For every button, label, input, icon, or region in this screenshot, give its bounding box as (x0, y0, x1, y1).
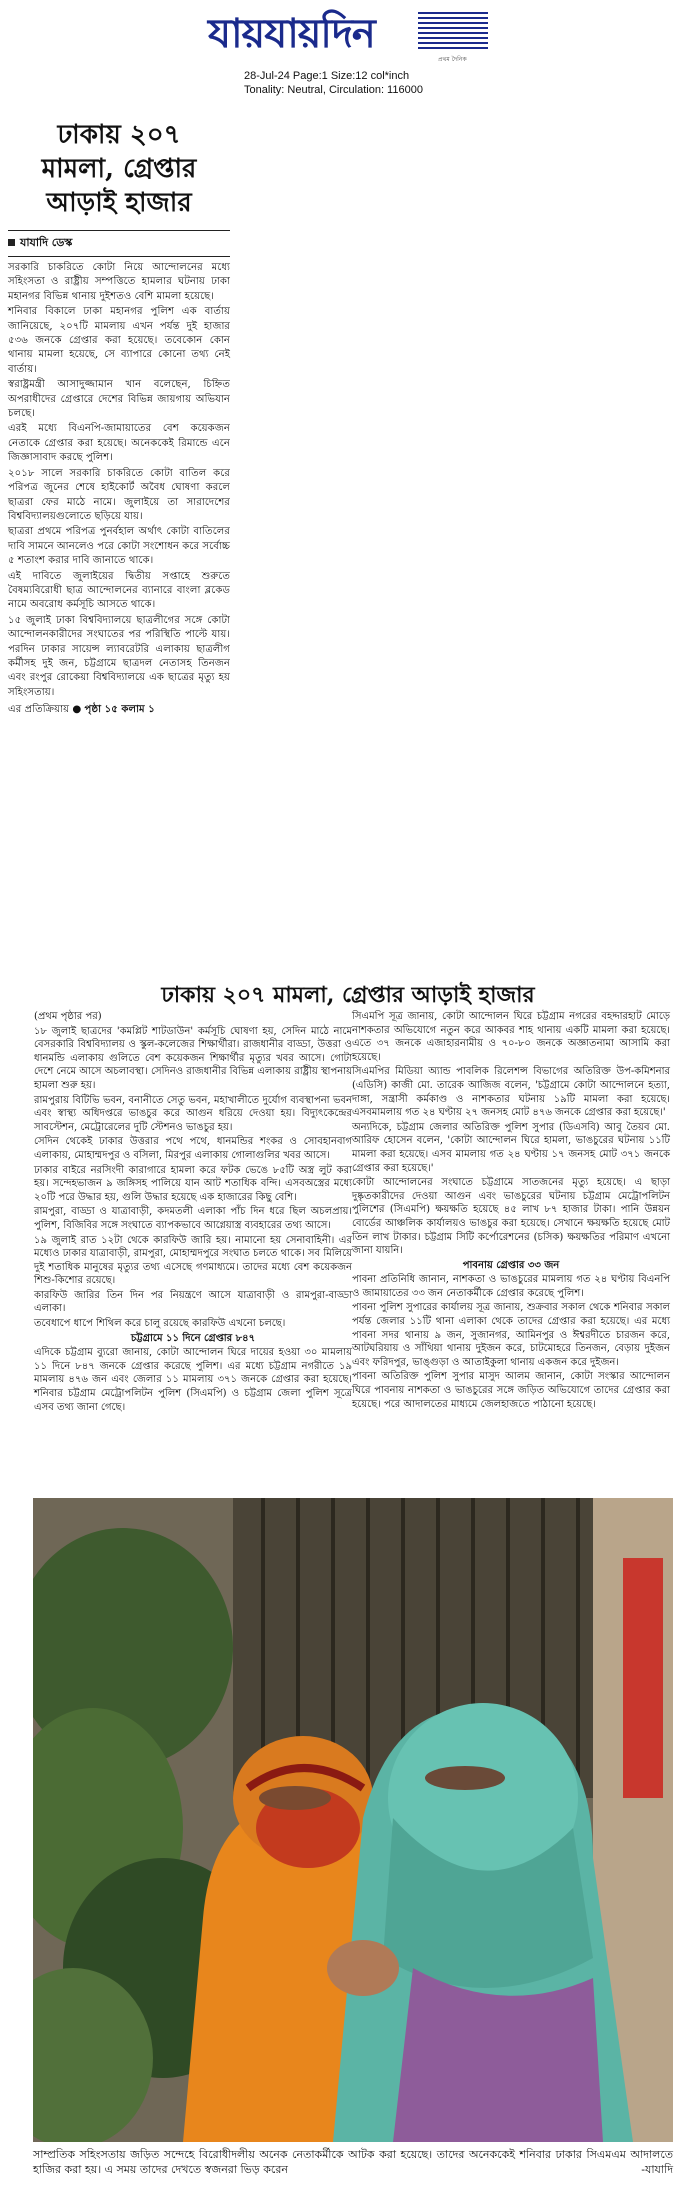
paragraph: ১৮ জুলাই ছাত্রদের 'কমপ্লিট শাটডাউন' কর্মসূচি ঘোষণা হয়, সেদিন মাঠে নামে বেসরকারি বিশ্ববিদ্যালয় ও স্কুল-কলেজের শিক্ষার্থীরা। রাজধানীর বাড্ডা, উত্তরা ও ধানমন্ডি এলাকায় গুলিতে বেশ কয়েকজন শিক্ষার্থীর মৃত্যুর খবর আসে। গোটা দেশে নেমে আসে অচলাবস্থা। সেদিনও রাজধানীর বিভিন্ন এলাকায় রাষ্ট্রীয় স্থাপনায় হামলা শুরু হয়। (34, 1025, 352, 1091)
article-body (8, 261, 230, 700)
paragraph: পাবনা অতিরিক্ত পুলিশ সুপার মাসুদ আলম জানান, কোটা সংস্কার আন্দোলন ঘিরে পাবনায় নাশকতা ও ভাঙচুরের সঙ্গে জড়িত অভিযোগে তাদের গ্রেপ্তার করা হয়েছে। পরে আদালতের মাধ্যমে জেলহাজতে পাঠানো হয়েছে। (352, 1371, 670, 1410)
headline-line: মামলা, গ্রেপ্তার (41, 154, 197, 184)
paragraph: অন্যদিকে, চট্টগ্রাম জেলার অতিরিক্ত পুলিশ সুপার (ডিএসবি) আবু তৈয়ব মো. আরিফ হোসেন বলেন, 'কোটা আন্দোলন ঘিরে হামলা, ভাঙচুরের ঘটনায় ১১টি মামলা করা হয়েছে। এসব মামলায় গত ২৪ ঘণ্টায় ১৭ জনসহ মোট ৩৭১ জনকে গ্রেপ্তার করা হয়েছে।' (352, 1121, 670, 1174)
subheading: পাবনায় গ্রেপ্তার ৩৩ জন (462, 1259, 560, 1271)
paragraph: স্বরাষ্ট্রমন্ত্রী আসাদুজ্জামান খান বলেছেন, চিহ্নিত অপরাধীদের গ্রেপ্তারে দেশের বিভিন্ন জায়গায় অভিযান চলছে। (8, 379, 230, 420)
paragraph: ছাত্ররা প্রথমে পরিপত্র পুনর্বহাল অর্থাৎ কোটা বাতিলের দাবি সামনে আনলেও পরে কোটা সংশোধন করে সর্বোচ্চ ৫ শতাংশ করার দাবি জানাতে থাকে। (8, 526, 230, 567)
continuation-right-column (352, 1010, 670, 1412)
logo-text: যায়যায়দিন (208, 11, 375, 57)
continuation-lead: এর প্রতিক্রিয়ায় (8, 704, 70, 716)
caption-text: সাম্প্রতিক সহিংসতায় জড়িত সন্দেহে বিরোধীদলীয় অনেক নেতাকর্মীকে আটক করা হয়েছে। তাদের অনেককেই শনিবার ঢাকার সিএমএম আদালতে হাজির করা হয়। এ সময় তাদের দেখতে স্বজনরা ভিড় করেন (33, 2148, 673, 2176)
photo-caption (33, 2147, 673, 2177)
continuation-line (8, 702, 230, 719)
paragraph: কোটা আন্দোলনের সংঘাতে চট্টগ্রামে সাতজনের মৃত্যু হয়েছে। এ ছাড়া দুষ্কৃতকারীদের দেওয়া আগুন এবং ভাঙচুরের ঘটনায় চট্টগ্রাম মেট্রোপলিটন পুলিশের (সিএমপি) ক্ষয়ক্ষতি হয়েছে ৪৫ লাখ ৮৭ হাজার টাকা। পানি উন্নয়ন বোর্ডের আঞ্চলিক কার্যালয়ও ভাঙচুর করা হয়েছে। সেখানে ক্ষয়ক্ষতি হয়েছে মোট তিন লাখ টাকার। চট্টগ্রাম সিটি কর্পোরেশনের (চসিক) ক্ষয়ক্ষতির পরিমাণ এখনো জানা যায়নি। (352, 1177, 670, 1257)
photo-illustration (33, 1498, 673, 2142)
paragraph: এরই মধ্যে বিএনপি-জামায়াতের বেশ কয়েকজন নেতাকে গ্রেপ্তার করা হয়েছে। অনেককেই রিমান্ডে এনে জিজ্ঞাসাবাদ করছে পুলিশ। (8, 423, 230, 464)
paragraph: রামপুরা, বাড্ডা ও যাত্রাবাড়ী, কদমতলী এলাকা পাঁচ দিন ধরে ছিল অচলপ্রায়। পুলিশ, বিজিবির সঙ্গে সংঘাতে ব্যাপকভাবে আগ্নেয়াস্ত্র ব্যবহারের তথ্য আসে। (34, 1206, 352, 1231)
paragraph: পাবনা পুলিশ সুপারের কার্যালয় সূত্র জানায়, শুক্রবার সকাল থেকে শনিবার সকাল পর্যন্ত জেলার ১১টি থানা এলাকা থেকে তাদের গ্রেপ্তার করা হয়েছে। এর মধ্যে পাবনা সদর থানায় ৯ জন, সুজানগর, আমিনপুর ও ঈশ্বরদীতে চারজন করে, আটঘরিয়ায় ও সাঁথিয়া থানায় দুইজন করে, চাটমোহরে তিনজন, বেড়ায় দুইজন এবং ফরিদপুর, ভাঙ্গুড়া ও আতাইকুলা থানায় একজন করে দুইজন। (352, 1302, 670, 1368)
headline-line: আড়াই হাজার (46, 188, 192, 218)
paragraph: রামপুরায় বিটিভি ভবন, বনানীতে সেতু ভবন, মহাখালীতে দুর্যোগ ব্যবস্থাপনা ভবন এবং স্বাস্থ্য অধিদপ্তরে ভাঙচুর করে আগুন ধরিয়ে দেওয়া হয়। বিদ্যুৎকেন্দ্রের সাবস্টেশন, মেট্রোরেলের দুটি স্টেশনও ভাঙচুর হয়। (34, 1094, 352, 1133)
paragraph: এই দাবিতে জুলাইয়ের দ্বিতীয় সপ্তাহে শুরুতে বৈষম্যবিরোধী ছাত্র আন্দোলনের ব্যানারে বাংলা ব্লকেড নামে অবরোধ কর্মসূচি আসতে থাকে। (8, 570, 230, 611)
jump-reference: পৃষ্ঠা ১৫ কলাম ১ (84, 703, 155, 716)
clip-meta-line1: 28-Jul-24 Page:1 Size:12 col*inch (244, 70, 410, 82)
paragraph: তবেধাপে ধাপে শিথিল করে চালু রয়েছে কারফিউ এখনো চলছে। (34, 1318, 286, 1330)
clip-meta-line2: Tonality: Neutral, Circulation: 116000 (244, 84, 423, 96)
paragraph: পাবনা প্রতিনিধি জানান, নাশকতা ও ভাঙচুরের মামলায় গত ২৪ ঘণ্টায় বিএনপি ও জামায়াতের ৩৩ জন নেতাকর্মীকে গ্রেপ্তার করেছে পুলিশ। (352, 1274, 670, 1299)
headline-line: ঢাকায় ২০৭ (57, 120, 181, 150)
paragraph: (প্রথম পৃষ্ঠার পর) (34, 1011, 102, 1022)
paragraph: কারফিউ জারির তিন দিন পর নিয়ন্ত্রণে আসে যাত্রাবাড়ী ও রামপুরা-বাড্ডা এলাকা। (34, 1289, 352, 1315)
paragraph: এদিকে চট্টগ্রাম ব্যুরো জানায়, কোটা আন্দোলন ঘিরে দায়ের হওয়া ৩০ মামলায় ১১ দিনে ৮৪৭ জনকে গ্রেপ্তার করেছে পুলিশ। এর মধ্যে চট্টগ্রাম নগরীতে ১৯ মামলায় ৪৭৬ জন এবং জেলার ১১ মামলায় ৩৭১ জনকে গ্রেপ্তার করা হয়েছে। শনিবার চট্টগ্রাম মেট্রোপলিটন পুলিশ (সিএমপি) ও চট্টগ্রাম জেলা পুলিশ সূত্রে এসব তথ্য জানা গেছে। (34, 1347, 352, 1413)
article-headline (8, 118, 230, 220)
bullet-dot-icon: ● (72, 704, 85, 716)
byline (8, 230, 230, 257)
news-photo (33, 1498, 673, 2142)
logo-tagline: প্রথম দৈনিক (438, 56, 467, 63)
paragraph: সরকারি চাকরিতে কোটা নিয়ে আন্দোলনের মধ্যে সহিংসতা ও রাষ্ট্রীয় সম্পত্তিতে হামলার ঘটনায় ঢাকা মহানগর বিভিন্ন থানায় দুইশতও বেশি মামলা হয়েছে। (8, 262, 230, 302)
front-page-article (8, 112, 230, 719)
continuation-left-column (34, 1010, 352, 1415)
masthead (0, 0, 696, 110)
paragraph: সেদিন থেকেই ঢাকার উত্তরার পথে পথে, ধানমন্ডির শংকর ও সোবহানবাগ এলাকায়, মোহাম্মদপুর ও বসিলা, মিরপুর এলাকায় গোলাগুলির খবর আসে। (34, 1136, 352, 1161)
paragraph: ঢাকার বাইরে নরসিংদী কারাগারে হামলা করে ফটক ভেঙে ৮৫টি অস্ত্র লুট করা হয়। সন্দেহভাজন ৯ জঙ্গিসহ পালিয়ে যান আট শতাধিক বন্দি। এসবঅস্ত্রের মধ্যে ২০টি পরে উদ্ধার হয়, গুলি উদ্ধার হয়েছে এক হাজারের কিছু বেশি। (34, 1164, 352, 1203)
paragraph: ১৫ জুলাই ঢাকা বিশ্ববিদ্যালয়ে ছাত্রলীগের সঙ্গে কোটা আন্দোলনকারীদের সংঘাতের পর পরিস্থিতি পাল্টে যায়। পরদিন ঢাকার সায়েন্স ল্যাবরেটরি এলাকায় ছাত্রলীগ কর্মীসহ দুই জন, চট্টগ্রামে ছাত্রদল নেতাসহ তিনজন এবং রংপুর রোকেয়া বিশ্ববিদ্যালয়ে এক ছাত্রের মৃত্যু হয় সহিংসতায়। (8, 614, 230, 698)
byline-text: যাযাদি ডেস্ক (20, 236, 73, 249)
paragraph: শনিবার বিকালে ঢাকা মহানগর পুলিশ এক বার্তায় জানিয়েছে, ২০৭টি মামলায় এখন পর্যন্ত দুই হাজার ৫৩৬ জনকে গ্রেপ্তার করা হয়েছে। তবেকোন কোন থানায় মামলা হয়েছে, সে ব্যাপারে কোনো তথ্য নেই বার্তায়। (8, 306, 230, 375)
paragraph: ১৯ জুলাই রাত ১২টা থেকে কারফিউ জারি হয়। নামানো হয় সেনাবাহিনী। এর মধ্যেও ঢাকার যাত্রাবাড়ী, রামপুরা, মোহাম্মদপুরে সংঘাত চলতে থাকে। সব মিলিয়ে দুই শতাধিক মানুষের মৃত্যুর তথ্য এসেছে গণমাধ্যমে। তাদের মধ্যে বেশ কয়েকজন শিশু-কিশোর রয়েছে। (34, 1234, 352, 1287)
bullet-square-icon (8, 239, 15, 246)
logo-stripes-icon (418, 12, 488, 52)
paragraph: ২০১৮ সালে সরকারি চাকরিতে কোটা বাতিল করে পরিপত্র জুনের শেষে হাইকোর্ট অবৈধ ঘোষণা করলে ছাত্ররা ফের মাঠে নামে। জুলাইয়ে তা সারাদেশের বিশ্ববিদ্যালয়গুলোতে ছড়িয়ে যায়। (8, 467, 230, 522)
caption-credit: -যাযাদি (641, 2163, 673, 2176)
continuation-headline: ঢাকায় ২০৭ মামলা, গ্রেপ্তার আড়াই হাজার (161, 982, 535, 1008)
subheading: চট্টগ্রামে ১১ দিনে গ্রেপ্তার ৮৪৭ (130, 1332, 256, 1344)
paragraph: সিএমপি সূত্র জানায়, কোটা আন্দোলন ঘিরে চট্টগ্রাম নগরের বহদ্দারহাট মোড়ে নাশকতার অভিযোগে নতুন করে আকবর শাহ থানায় একটি মামলা করা হয়েছে। এতে ৩৭ জনকে এজাহারনামীয় ও ৭০-৮০ জনকে অজ্ঞাতনামা আসামি করা হয়েছে। (352, 1011, 670, 1063)
paragraph: সিএমপির মিডিয়া অ্যান্ড পাবলিক রিলেশন্স বিভাগের অতিরিক্ত উপ-কমিশনার (এডিসি) কাজী মো. তারেক আজিজ বলেন, 'চট্টগ্রামে কোটা আন্দোলনে হত্যা, দাঙ্গা, সন্ত্রাসী কর্মকাণ্ড ও নাশকতার ঘটনায় ১৯টি মামলা করা হয়েছে। এসবমামলায় গত ২৪ ঘণ্টায় ২৭ জনসহ মোট ৪৭৬ জনকে গ্রেপ্তার করা হয়েছে।' (352, 1066, 670, 1119)
newspaper-logo (208, 6, 488, 62)
